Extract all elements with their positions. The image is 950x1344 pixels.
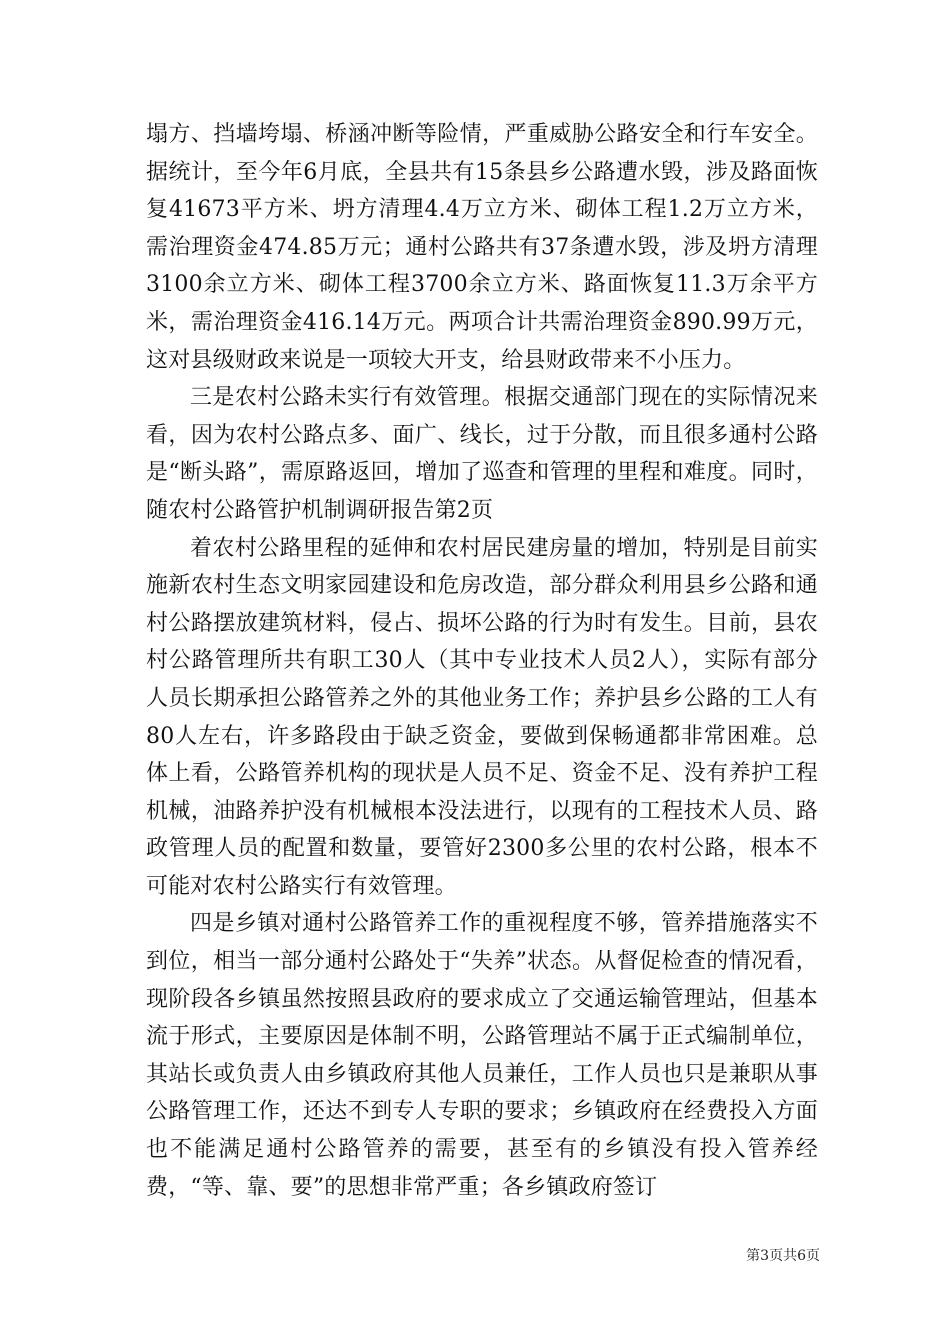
document-body [146, 116, 818, 1206]
paragraph-continued: 塌方、挡墙垮塌、桥涵冲断等险情，严重威胁公路安全和行车安全。据统计，至今年6月底，全县共有15条县乡公路遭水毁，涉及路面恢复41673平方米、坍方清理4.4万立方米、砌体工程1.2万立方米，需治理资金474.85万元；通村公路共有37条遭水毁，涉及坍方清理3100余立方米、砌体工程3700余立方米、路面恢复11.3万余平方米，需治理资金416.14万元。两项合计共需治理资金890.99万元，这对县级财政来说是一项较大开支，给县财政带来不小压力。 [146, 122, 818, 373]
paragraph-management-status: 着农村公路里程的延伸和农村居民建房量的增加，特别是目前实施新农村生态文明家园建设和危房改造，部分群众利用县乡公路和通村公路摆放建筑材料，侵占、损坏公路的行为时有发生。目前，县农村公路管理所共有职工30人（其中专业技术人员2人），实际有部分人员长期承担公路管养之外的其他业务工作；养护县乡公路的工人有80人左右，许多路段由于缺乏资金，要做到保畅通都非常困难。总体上看，公路管养机构的现状是人员不足、资金不足、没有养护工程机械，油路养护没有机械根本没法进行，以现有的工程技术人员、路政管理人员的配置和数量，要管好2300多公里的农村公路，根本不可能对农村公路实行有效管理。 [146, 535, 818, 899]
paragraph-point-three: 三是农村公路未实行有效管理。根据交通部门现在的实际情况来看，因为农村公路点多、面广、线长，过于分散，而且很多通村公路是“断头路”，需原路返回，增加了巡查和管理的里程和难度。同时，随农村公路管护机制调研报告第2页 [146, 385, 818, 523]
page-number-footer: 第3页共6页 [746, 1248, 820, 1264]
paragraph-point-four: 四是乡镇对通村公路管养工作的重视程度不够，管养措施落实不到位，相当一部分通村公路处于“失养”状态。从督促检查的情况看，现阶段各乡镇虽然按照县政府的要求成立了交通运输管理站，但基本流于形式，主要原因是体制不明，公路管理站不属于正式编制单位，其站长或负责人由乡镇政府其他人员兼任，工作人员也只是兼职从事公路管理工作，还达不到专人专职的要求；乡镇政府在经费投入方面也不能满足通村公路管养的需要，甚至有的乡镇没有投入管养经费，“等、靠、要”的思想非常严重；各乡镇政府签订 [146, 911, 818, 1200]
